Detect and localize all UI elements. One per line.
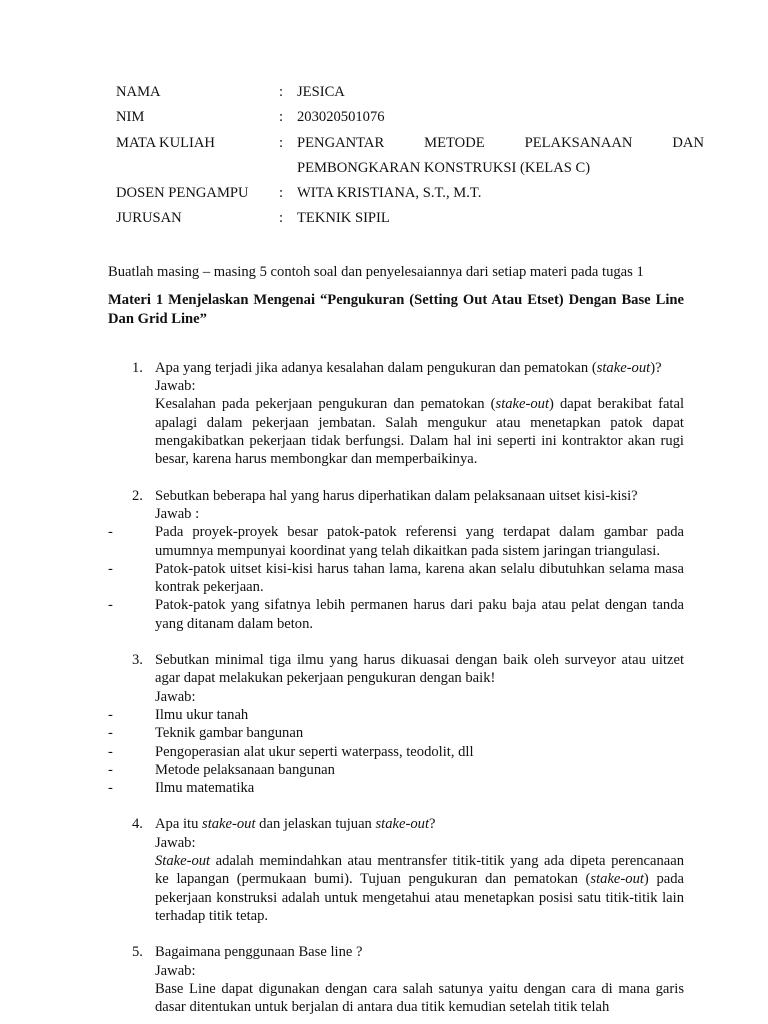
colon: :: [279, 185, 284, 202]
question-item-4: [108, 815, 684, 925]
question-item-1: [108, 359, 684, 469]
label-dosen: DOSEN PENGAMPU: [116, 185, 249, 202]
answer-bullet-list: [108, 523, 684, 633]
identity-row-nama: [116, 83, 704, 101]
answer-text: Stake-out adalah memindahkan atau mentransfer titik-titik yang ada dipeta perencanaan ke lapangan (permukaan bumi). Tujuan pengukuran dan pematokan (stake-out) pada pekerjaan konstruksi adalah untuk mengetahui atau menetapkan posisi satu titik-titik lain terhadap titik tetap.: [155, 853, 684, 924]
question-item-3: [108, 651, 684, 797]
answer-bullet: - Patok-patok yang sifatnya lebih permanen harus dari paku baja atau pelat dengan tanda yang ditanam dalam beton.: [108, 597, 684, 632]
answer-text: Base Line dapat digunakan dengan cara salah satunya yaitu dengan cara di mana garis dasar ditentukan untuk berjalan di antara dua titik kemudian setelah titik telah: [155, 980, 684, 1016]
colon: :: [279, 109, 284, 126]
question-text: Bagaimana penggunaan Base line ?: [155, 944, 363, 961]
question-number: 2.: [132, 487, 143, 504]
answer-bullet: - Teknik gambar bangunan: [108, 725, 304, 742]
answer-bullet: - Metode pelaksanaan bangunan: [108, 761, 335, 778]
value-nim: 203020501076: [297, 109, 385, 126]
value-mata-kuliah: [297, 134, 704, 178]
question-number: 4.: [132, 816, 143, 833]
answer-bullet: - Patok-patok uitset kisi-kisi harus tahan lama, karena akan selalu dibutuhkan selama masa kontrak pekerjaan.: [108, 560, 684, 596]
answer-label: Jawab:: [155, 962, 196, 979]
question-item-5: [108, 943, 684, 1016]
label-nama: NAMA: [116, 84, 161, 100]
question-text: Sebutkan beberapa hal yang harus diperhatikan dalam pelaksanaan uitset kisi-kisi?: [155, 487, 638, 504]
question-text: Apa yang terjadi jika adanya kesalahan dalam pengukuran dan pematokan (stake-out)?: [155, 359, 662, 376]
identity-table: [116, 83, 704, 235]
answer-label: Jawab:: [155, 688, 196, 705]
question-text: Sebutkan minimal tiga ilmu yang harus dikuasai dengan baik oleh surveyor atau uitzet agar dapat melakukan pekerjaan pengukuran dengan baik!: [155, 652, 684, 687]
question-list: [108, 359, 684, 1017]
identity-row-dosen: [116, 184, 704, 202]
answer-bullet: - Pada proyek-proyek besar patok-patok referensi yang terdapat dalam gambar pada umumnya mempunyai koordinat yang telah dikaitkan pada sistem jaringan triangulasi.: [108, 524, 684, 559]
identity-row-mata-kuliah: [116, 134, 704, 178]
question-text: Apa itu stake-out dan jelaskan tujuan stake-out?: [155, 816, 436, 833]
colon: :: [279, 210, 284, 227]
colon: :: [279, 134, 284, 151]
label-mata-kuliah: MATA KULIAH: [116, 134, 215, 151]
question-number: 3.: [132, 652, 143, 669]
question-number: 1.: [132, 359, 143, 376]
document-body: [108, 263, 684, 1016]
colon: :: [279, 84, 284, 100]
value-jurusan: TEKNIK SIPIL: [297, 210, 390, 227]
identity-row-jurusan: [116, 209, 704, 227]
answer-bullet-list: [108, 706, 684, 797]
identity-row-nim: [116, 108, 704, 126]
answer-label: Jawab:: [155, 378, 196, 395]
answer-bullet: - Ilmu ukur tanah: [108, 706, 249, 723]
materi-title: Materi 1 Menjelaskan Mengenai “Pengukuran (Setting Out Atau Etset) Dengan Base Line Dan Grid Line”: [108, 292, 684, 327]
question-number: 5.: [132, 944, 143, 961]
answer-label: Jawab :: [155, 505, 200, 522]
value-dosen: WITA KRISTIANA, S.T., M.T.: [297, 185, 482, 202]
answer-text: Kesalahan pada pekerjaan pengukuran dan pematokan (stake-out) dapat berakibat fatal apalagi dalam pekerjaan jembatan. Salah mengukur atau menetapkan patok dapat mengakibatkan pekerjaan tidak berfungsi. Dalam hal ini seperti ini kontraktor akan rugi besar, karena harus membongkar dan memperbaikinya.: [155, 396, 685, 468]
value-mata-kuliah-line2: PEMBONGKARAN KONSTRUKSI (KELAS C): [297, 159, 591, 176]
question-item-2: [108, 487, 684, 633]
answer-bullet: - Pengoperasian alat ukur seperti waterpass, teodolit, dll: [108, 743, 474, 760]
instruction-text: Buatlah masing – masing 5 contoh soal dan penyelesaiannya dari setiap materi pada tugas 1: [108, 264, 644, 280]
label-nim: NIM: [116, 109, 145, 126]
value-mata-kuliah-line1: PENGANTAR METODE PELAKSANAAN DAN: [297, 134, 704, 151]
label-jurusan: JURUSAN: [116, 210, 182, 227]
answer-label: Jawab:: [155, 834, 196, 851]
value-nama: JESICA: [297, 84, 345, 100]
answer-bullet: - Ilmu matematika: [108, 780, 255, 797]
